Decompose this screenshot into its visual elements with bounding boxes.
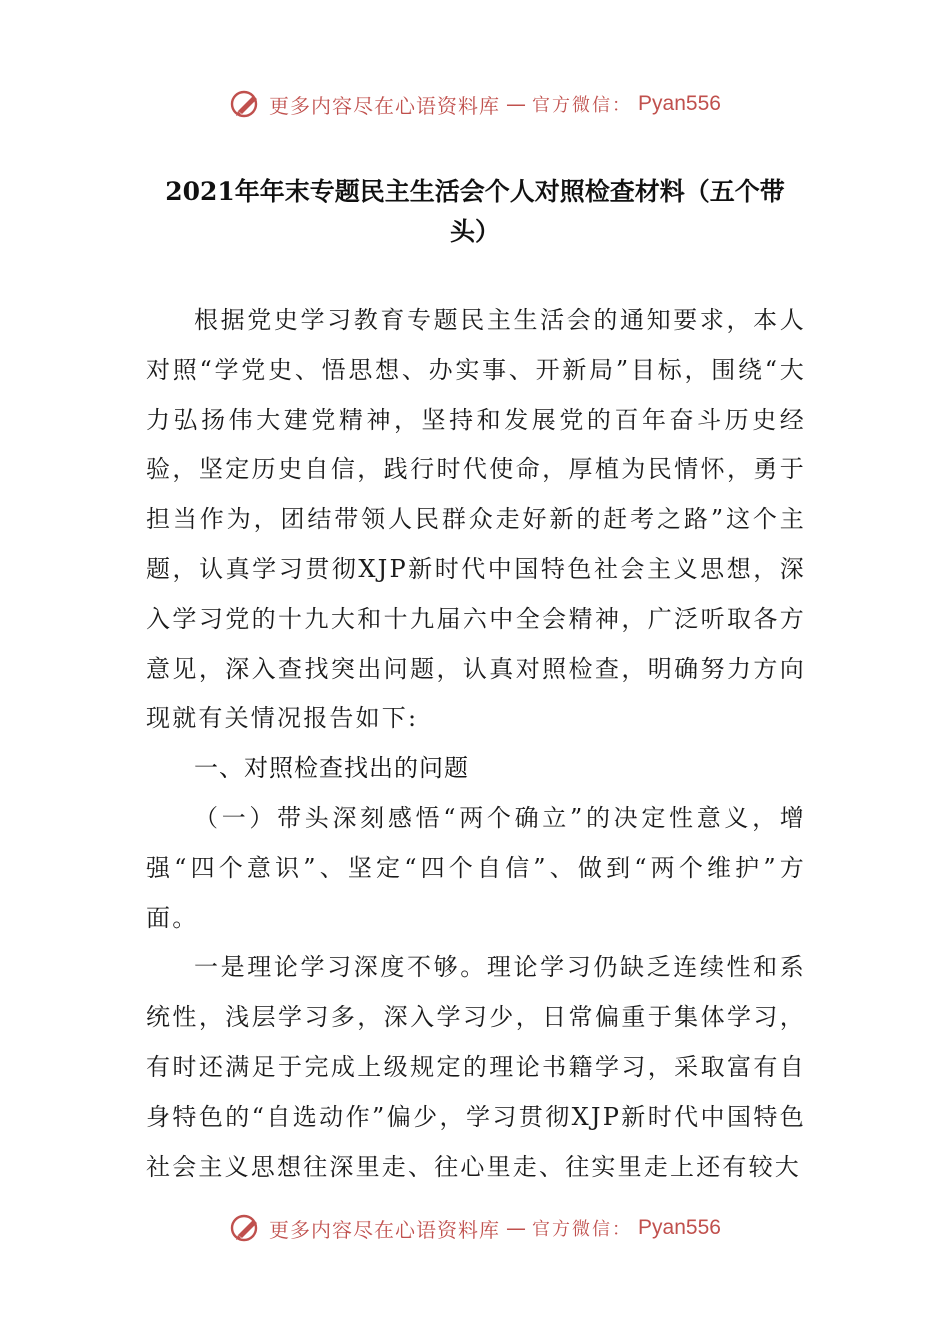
section-heading: 一、对照检查找出的问题 — [194, 754, 469, 783]
intro-paragraph: 根据党史学习教育专题民主生活会的通知要求，本人对照“学党史、悟思想、办实事、开新局”目标，围绕“大力弘扬伟大建党精神，坚持和发展党的百年奋斗历史经验，坚定历史自信，践行时代使命，厚植为民情怀，勇于担当作为，团结带领人民群众走好新的赶考之路”这个主题，认真学习贯彻XJP新时代中国特色社会主义思想，深入学习党的十九大和十九届六中全会精神，广泛听取各方意见，深入查找突出问题，认真对照检查，明确努力方向现就有关情况报告如下: — [146, 306, 806, 733]
pen-circle-icon — [229, 1211, 263, 1245]
banner-wechat-id: Pyan556 — [638, 92, 721, 115]
document-body — [146, 296, 806, 1192]
banner-brand: 更多内容尽在心语资料库 — [269, 1217, 501, 1242]
pen-circle-icon — [229, 87, 263, 121]
document-title: 2021年年末专题民主生活会个人对照检查材料（五个带头） — [165, 177, 785, 246]
banner-wechat-id: Pyan556 — [638, 1216, 721, 1239]
banner-wechat-label: 官方微信： — [532, 95, 633, 116]
banner-separator: — — [506, 1216, 527, 1240]
subsection-paragraph: （一）带头深刻感悟“两个确立”的决定性意义，增强“四个意识”、坚定“四个自信”、做到“两个维护”方面。 — [146, 803, 806, 932]
banner-brand: 更多内容尽在心语资料库 — [269, 93, 501, 118]
banner-separator: — — [506, 92, 527, 116]
point-one-paragraph: 一是理论学习深度不够。理论学习仍缺乏连续性和系统性，浅层学习多，深入学习少，日常偏重于集体学习，有时还满足于完成上级规定的理论书籍学习，采取富有自身特色的“自选动作”偏少，学习贯彻XJP新时代中国特色社会主义思想往深里走、往心里走、往实里走上还有较大 — [146, 953, 806, 1181]
banner-wechat-label: 官方微信： — [532, 1219, 633, 1240]
footer-watermark-banner — [0, 1208, 950, 1248]
header-watermark-banner — [0, 84, 950, 124]
